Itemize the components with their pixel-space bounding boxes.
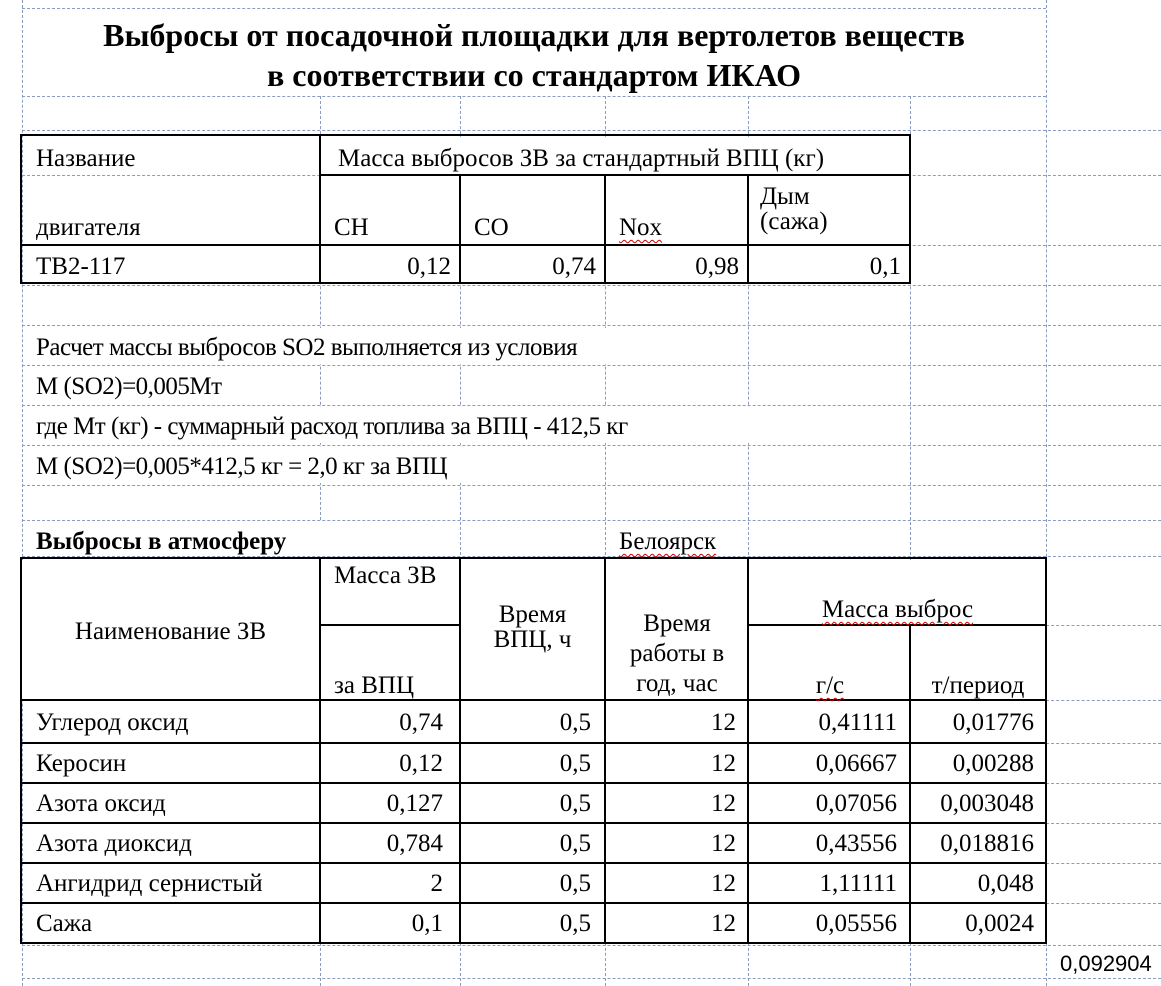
nox-value: 0,98 xyxy=(695,253,739,280)
co-value: 0,74 xyxy=(552,253,596,280)
emission-mass: 2 xyxy=(430,870,443,897)
engine-name-header: Название xyxy=(36,145,136,172)
mass-col-subheader: за ВПЦ xyxy=(334,672,415,699)
emission-header: Масса выброс xyxy=(821,596,974,623)
emission-name: Ангидрид сернистый xyxy=(36,870,263,897)
emission-mass: 0,127 xyxy=(386,790,443,817)
emission-hours: 12 xyxy=(711,870,736,897)
emission-gs: 0,07056 xyxy=(815,790,897,817)
co-header: CO xyxy=(474,214,509,241)
emission-mass: 0,12 xyxy=(399,750,443,777)
emission-hours: 12 xyxy=(711,910,736,937)
emission-mass: 0,784 xyxy=(386,830,443,857)
emission-gs: 0,05556 xyxy=(815,910,897,937)
emission-tp: 0,01776 xyxy=(952,709,1034,736)
emission-gs: 0,06667 xyxy=(815,750,897,777)
gs-col-header: г/с xyxy=(815,672,845,699)
nox-header: Nox xyxy=(619,214,663,241)
emission-hours: 12 xyxy=(711,750,736,777)
mass-col-header: Масса ЗВ xyxy=(334,562,437,589)
note-line: где Мт (кг) - суммарный расход топлива за ВПЦ - 412,5 кг xyxy=(36,413,628,440)
emission-tp: 0,003048 xyxy=(940,790,1034,817)
tp-col-header: т/период xyxy=(931,672,1025,699)
page-title: Выбросы от посадочной площадки для вертолетов веществ xyxy=(103,17,965,53)
emission-tp: 0,0024 xyxy=(965,910,1034,937)
ch-header: CH xyxy=(334,214,369,241)
emission-tp: 0,00288 xyxy=(952,750,1034,777)
emission-hours: 12 xyxy=(711,709,736,736)
emission-name: Керосин xyxy=(36,750,127,777)
mass-header: Масса выбросов ЗВ за стандартный ВПЦ (кг) xyxy=(338,145,825,172)
emission-time: 0,5 xyxy=(559,750,591,777)
emission-name: Азота диоксид xyxy=(36,830,192,857)
emission-gs: 0,41111 xyxy=(818,709,897,736)
emission-time: 0,5 xyxy=(559,830,591,857)
note-line: M (SO2)=0,005Мт xyxy=(36,373,222,400)
total-value: 0,092904 xyxy=(1060,951,1152,976)
atm-label: Выбросы в атмосферу xyxy=(36,528,287,555)
emission-tp: 0,048 xyxy=(977,870,1034,897)
note-line: M (SO2)=0,005*412,5 кг = 2,0 кг за ВПЦ xyxy=(36,453,448,480)
emission-mass: 0,1 xyxy=(411,910,443,937)
emission-time: 0,5 xyxy=(559,790,591,817)
emission-hours: 12 xyxy=(711,790,736,817)
emission-time: 0,5 xyxy=(559,910,591,937)
location-label: Белоярск xyxy=(619,528,717,555)
emission-hours: 12 xyxy=(711,830,736,857)
emission-name: Углерод оксид xyxy=(36,709,189,736)
note-line: Расчет массы выбросов SO2 выполняется из условия xyxy=(36,334,578,361)
time-col-header: Время ВПЦ, ч xyxy=(493,601,572,653)
smoke-header: Дым (сажа) xyxy=(760,183,828,235)
emission-tp: 0,018816 xyxy=(940,830,1034,857)
engine-header: двигателя xyxy=(36,214,141,241)
name-col-header: Наименование ЗВ xyxy=(74,618,267,645)
engine-name: ТВ2-117 xyxy=(36,253,126,280)
emission-mass: 0,74 xyxy=(399,709,443,736)
emission-time: 0,5 xyxy=(559,709,591,736)
emission-name: Азота оксид xyxy=(36,790,166,817)
emission-gs: 0,43556 xyxy=(815,830,897,857)
emission-gs: 1,11111 xyxy=(819,870,897,897)
ch-value: 0,12 xyxy=(407,253,451,280)
page-subtitle: в соответствии со стандартом ИКАО xyxy=(267,57,801,93)
emission-time: 0,5 xyxy=(559,870,591,897)
emission-name: Сажа xyxy=(36,910,93,937)
hours-col-header: Время работы в год, час xyxy=(629,610,725,697)
smoke-value: 0,1 xyxy=(869,253,901,280)
